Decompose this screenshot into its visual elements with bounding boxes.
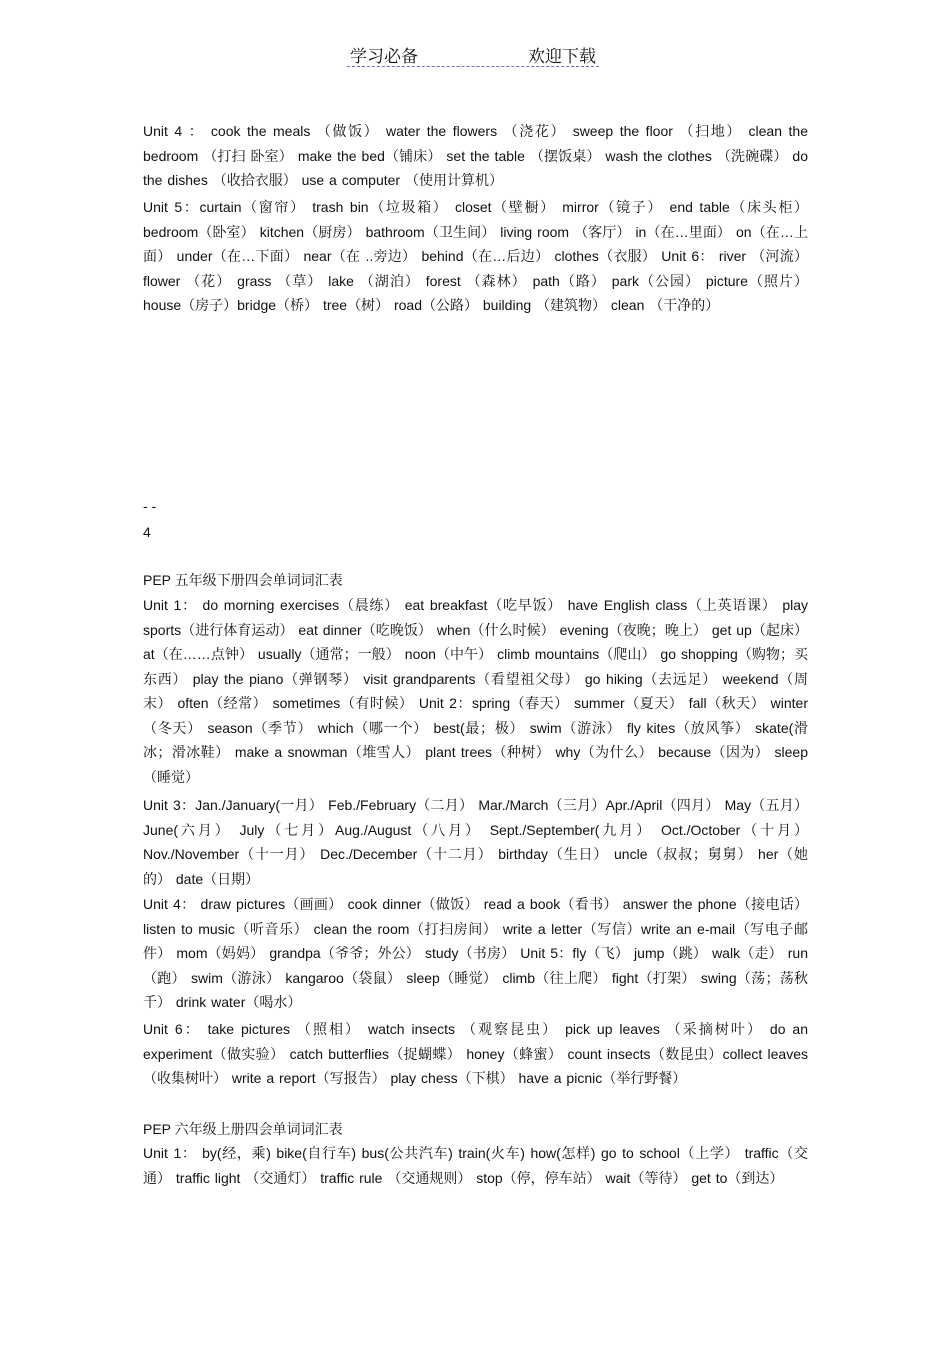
header-right-text: 欢迎下载 [528, 47, 596, 67]
grade5-title: PEP 五年级下册四会单词词汇表 [143, 572, 343, 588]
grade6-title: PEP 六年级上册四会单词词汇表 [143, 1121, 343, 1137]
page-number: 4 [143, 524, 151, 540]
page-header [347, 40, 599, 67]
grade5-unit3-paragraph: Unit 3：Jan./January(一月） Feb./February（二月） Mar./March（三月）Apr./April（四月） May（五月） June(六月） July（七月）Aug./August（八月） Sept./September(九月） Oct./October（十月） Nov./November（十一月） Dec./December（十二月） birthday（生日） uncle（叔叔；舅舅） her（她的） date（日期） [143, 797, 808, 887]
grade6-unit1-paragraph: Unit 1： by(经，乘) bike(自行车) bus(公共汽车) train(火车) how(怎样) go to school（上学） traffic（交通） traffic light （交通灯） traffic rule （交通规则） stop（停，停车站） wait（等待） get to（到达） [143, 1145, 808, 1186]
grade5-unit6-paragraph: Unit 6： take pictures （照相） watch insects （观察昆虫） pick up leaves （采摘树叶） do an experiment（做实验） catch butterflies（捉蝴蝶） honey（蜂蜜） count insects（数昆虫）collect leaves（收集树叶） write a report（写报告） play chess（下棋） have a picnic（举行野餐） [143, 1021, 808, 1086]
header-left-text: 学习必备 [350, 47, 418, 67]
unit5-6-vocab-paragraph: Unit 5：curtain（窗帘） trash bin（垃圾箱） closet（壁橱） mirror（镜子） end table（床头柜） bedroom（卧室） kitchen（厨房） bathroom（卫生间） living room （客厅） in（在…里面） on（在…上面） under（在…下面） near（在 ..旁边） behind（在…后边） clothes（衣服） Unit 6： river （河流） flower （花） grass （草） lake （湖泊） forest （森林） path（路） park（公园） picture（照片） house（房子）bridge（桥） tree（树） road（公路） building （建筑物） clean （干净的） [143, 199, 808, 313]
page-break-dashes: - - [143, 498, 157, 514]
grade5-unit1-2-paragraph: Unit 1： do morning exercises（晨练） eat breakfast（吃早饭） have English class（上英语课） play sports（进行体育运动） eat dinner（吃晚饭） when（什么时候） evening（夜晚；晚上） get up（起床） at（在……点钟） usually（通常；一般） noon（中午） climb mountains（爬山） go shopping（购物；买东西） play the piano（弹钢琴） visit grandparents（看望祖父母） go hiking（去远足） weekend（周末） often（经常） sometimes（有时候） Unit 2：spring（春天） summer（夏天） fall（秋天） winter（冬天） season（季节） which（哪一个） best(最；极） swim（游泳） fly kites（放风筝） skate(滑冰；滑冰鞋） make a snowman（堆雪人） plant trees（种树） why（为什么） because（因为） sleep（睡觉） [143, 597, 808, 785]
grade5-unit4-5-paragraph: Unit 4： draw pictures（画画） cook dinner（做饭） read a book（看书） answer the phone（接电话） listen to music（听音乐） clean the room（打扫房间） write a letter（写信）write an e-mail（写电子邮件） mom（妈妈） grandpa（爷爷；外公） study（书房） Unit 5：fly（飞） jump（跳） walk（走） run（跑） swim（游泳） kangaroo（袋鼠） sleep（睡觉） climb（往上爬） fight（打架） swing（荡；荡秋千） drink water（喝水） [143, 896, 808, 1010]
unit4-vocab-paragraph: Unit 4 ： cook the meals （做饭） water the flowers （浇花） sweep the floor （扫地） clean the bedroom （打扫 卧室） make the bed（铺床） set the table （摆饭桌） wash the clothes （洗碗碟） do the dishes （收拾衣服） use a computer （使用计算机） [143, 123, 808, 188]
